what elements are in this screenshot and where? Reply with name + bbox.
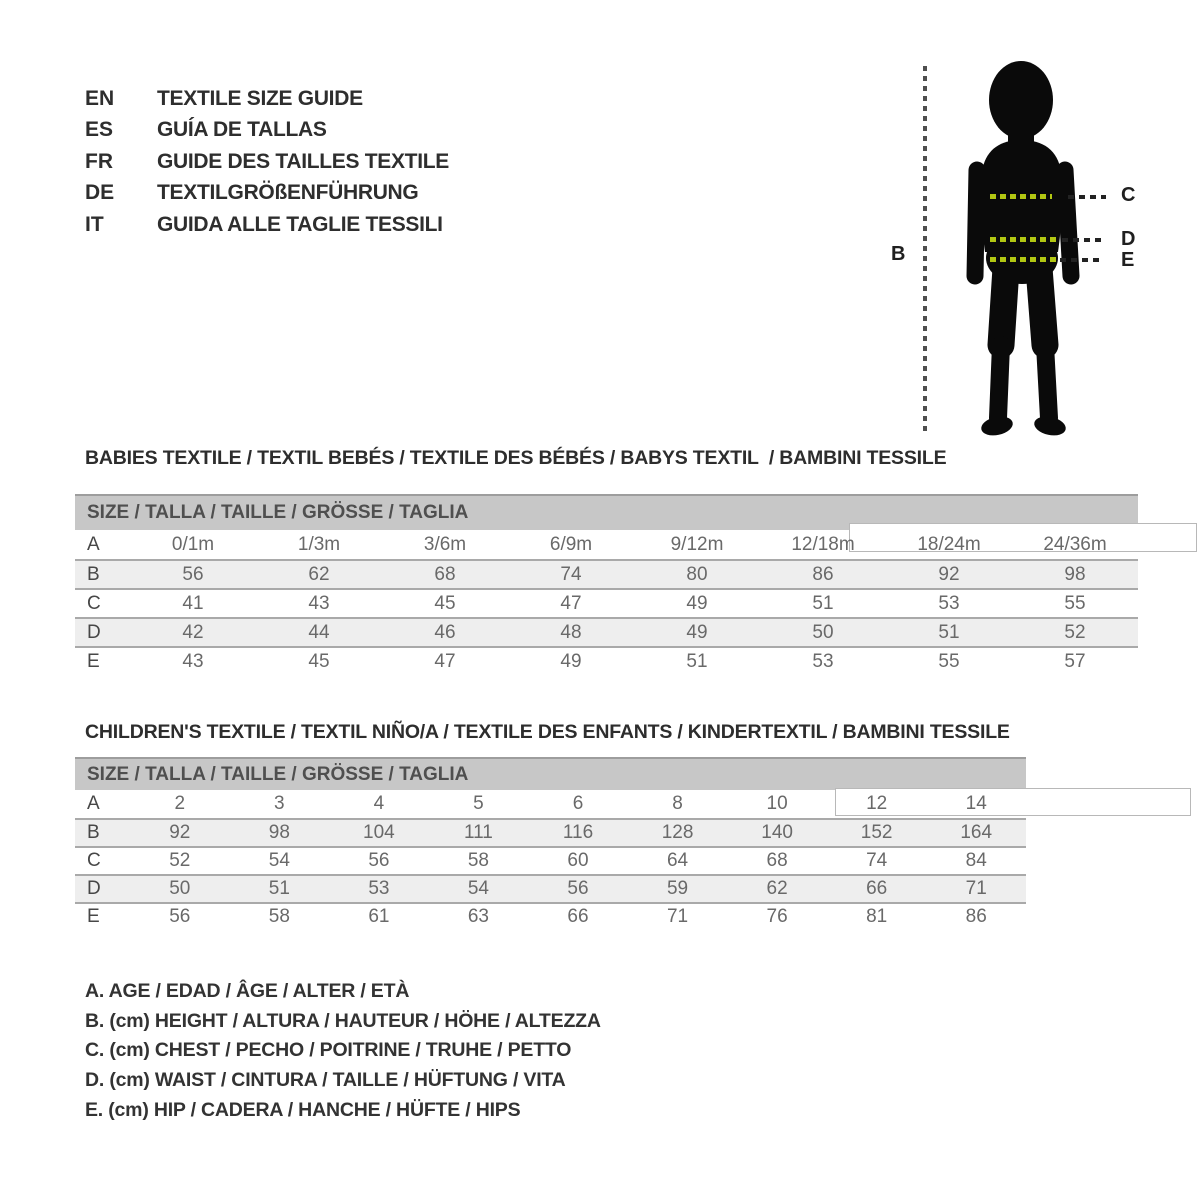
table-cell: 1/3m (297, 533, 341, 555)
table-cell: 12 (866, 793, 888, 814)
table-cell: 18/24m (917, 533, 981, 555)
table-cell: 63 (467, 906, 489, 927)
waist-measure-line-dash (1062, 238, 1104, 242)
row-label: C (87, 850, 101, 871)
hip-measure-line-dash (1060, 258, 1102, 262)
language-title: GUIDA ALLE TAGLIE TESSILI (157, 212, 443, 236)
babies-size-table (75, 494, 1138, 675)
hip-measure-line-green (990, 257, 1057, 262)
table-cell: 50 (169, 878, 191, 899)
table-cell: 62 (766, 878, 788, 899)
table-cell: 59 (666, 878, 689, 899)
legend-item-hip: E. (cm) HIP / CADERA / HANCHE / HÜFTE / HIPS (85, 1098, 521, 1121)
table-row-age (75, 530, 1138, 559)
table-row-waist (75, 874, 1026, 902)
language-code: EN (85, 86, 115, 110)
figure-label-chest: C (1121, 184, 1136, 206)
table-cell: 6/9m (549, 533, 593, 555)
language-title: TEXTILGRÖßENFÜHRUNG (157, 181, 419, 205)
table-cell: 42 (182, 621, 204, 643)
chest-measure-line-green (990, 194, 1052, 199)
table-cell: 6 (572, 793, 584, 814)
table-cell: 86 (965, 906, 987, 927)
table-cell: 60 (567, 850, 589, 871)
table-row-chest (75, 846, 1026, 874)
table-cell: 92 (938, 563, 960, 585)
table-row-waist (75, 617, 1138, 646)
table-cell: 49 (560, 650, 582, 672)
row-label: C (87, 592, 101, 614)
table-cell: 53 (368, 878, 390, 899)
table-cell: 51 (268, 878, 290, 899)
table-cell: 12/18m (791, 533, 855, 555)
table-cell: 8 (672, 793, 683, 814)
table-cell: 66 (567, 906, 589, 927)
legend-item-chest: C. (cm) CHEST / PECHO / POITRINE / TRUHE / PETTO (85, 1039, 572, 1062)
table-cell: 49 (686, 592, 708, 614)
table-cell: 49 (686, 621, 708, 643)
size-header-label: SIZE / TALLA / TAILLE / GRÖSSE / TAGLIA (87, 502, 469, 523)
table-cell: 62 (308, 563, 330, 585)
table-cell: 48 (560, 621, 582, 643)
table-cell: 98 (268, 822, 290, 843)
table-cell: 53 (938, 592, 960, 614)
table-cell: 81 (866, 906, 888, 927)
table-cell: 64 (666, 850, 689, 871)
table-cell: 56 (169, 906, 191, 927)
table-row-hip (75, 646, 1138, 675)
row-label: A (87, 533, 100, 555)
babies-section-heading: BABIES TEXTILE / TEXTIL BEBÉS / TEXTILE DES BÉBÉS / BABYS TEXTIL / BAMBINI TESSILE (85, 447, 947, 469)
table-cell: 45 (434, 592, 456, 614)
row-label: B (87, 563, 100, 585)
table-cell: 46 (434, 621, 456, 643)
table-cell: 98 (1064, 563, 1086, 585)
table-cell: 66 (866, 878, 888, 899)
table-cell: 51 (938, 621, 960, 643)
table-cell: 56 (182, 563, 204, 585)
table-cell: 55 (1064, 592, 1086, 614)
language-row-es (85, 115, 449, 147)
language-code: DE (85, 181, 115, 205)
figure-label-waist: D (1121, 228, 1136, 250)
language-row-en (85, 83, 449, 115)
table-cell: 104 (363, 822, 395, 843)
language-row-fr (85, 146, 449, 178)
table-cell: 111 (463, 822, 493, 843)
table-cell: 0/1m (171, 533, 215, 555)
table-cell: 56 (368, 850, 390, 871)
table-cell: 9/12m (670, 533, 724, 555)
legend-item-waist: D. (cm) WAIST / CINTURA / TAILLE / HÜFTUNG / VITA (85, 1069, 566, 1092)
table-cell: 3/6m (423, 533, 467, 555)
table-cell: 41 (182, 592, 204, 614)
table-row-age (75, 790, 1026, 818)
table-cell: 58 (268, 906, 290, 927)
table-cell: 14 (965, 793, 987, 814)
table-cell: 55 (938, 650, 960, 672)
children-section-heading: CHILDREN'S TEXTILE / TEXTIL NIÑO/A / TEXTILE DES ENFANTS / KINDERTEXTIL / BAMBINI TESSILE (85, 721, 1010, 743)
table-cell: 57 (1064, 650, 1086, 672)
waist-measure-line-green (990, 237, 1056, 242)
language-code: FR (85, 149, 113, 173)
table-cell: 54 (467, 878, 489, 899)
table-cell: 50 (812, 621, 834, 643)
table-cell: 152 (860, 822, 893, 843)
size-header-row (75, 757, 1026, 790)
language-title-list (85, 83, 449, 241)
table-cell: 140 (761, 822, 793, 843)
child-silhouette-icon (955, 55, 1090, 440)
table-cell: 43 (182, 650, 204, 672)
table-cell: 68 (434, 563, 456, 585)
legend-item-height: B. (cm) HEIGHT / ALTURA / HAUTEUR / HÖHE / ALTEZZA (85, 1009, 601, 1032)
table-cell: 116 (562, 822, 594, 843)
table-cell: 74 (560, 563, 582, 585)
language-title: TEXTILE SIZE GUIDE (157, 86, 363, 110)
table-cell: 164 (960, 822, 993, 843)
table-cell: 47 (560, 592, 582, 614)
language-code: ES (85, 118, 114, 142)
chest-measure-line-dash (1068, 195, 1106, 199)
table-cell: 68 (766, 850, 788, 871)
table-cell: 43 (308, 592, 330, 614)
table-cell: 51 (812, 592, 834, 614)
table-cell: 71 (965, 878, 987, 899)
language-title: GUÍA DE TALLAS (157, 118, 327, 142)
table-cell: 128 (661, 822, 694, 843)
table-cell: 52 (1064, 621, 1086, 643)
legend-item-age: A. AGE / EDAD / ÂGE / ALTER / ETÀ (85, 980, 410, 1003)
table-cell: 3 (274, 793, 285, 814)
row-label: B (87, 822, 100, 843)
table-cell: 54 (268, 850, 290, 871)
table-row-height (75, 559, 1138, 588)
table-cell: 61 (368, 906, 390, 927)
table-cell: 10 (766, 793, 788, 814)
table-cell: 51 (686, 650, 708, 672)
table-cell: 24/36m (1043, 533, 1107, 555)
row-label: D (87, 878, 101, 899)
table-cell: 76 (766, 906, 788, 927)
measure-legend (85, 977, 601, 1125)
table-cell: 5 (473, 793, 484, 814)
table-cell: 58 (467, 850, 489, 871)
row-label: E (87, 906, 100, 927)
row-label: A (87, 793, 100, 814)
row-label: D (87, 621, 101, 643)
figure-label-height: B (891, 243, 906, 265)
figure-label-hip: E (1121, 249, 1135, 271)
table-cell: 74 (866, 850, 888, 871)
table-cell: 47 (434, 650, 456, 672)
table-cell: 53 (812, 650, 834, 672)
table-cell: 80 (686, 563, 708, 585)
height-measure-line (923, 66, 927, 432)
table-cell: 45 (308, 650, 330, 672)
children-size-table (75, 757, 1026, 930)
table-cell: 84 (965, 850, 987, 871)
language-title: GUIDE DES TAILLES TEXTILE (157, 149, 449, 173)
language-row-it (85, 209, 449, 241)
table-row-height (75, 818, 1026, 846)
table-cell: 4 (373, 793, 385, 814)
table-row-hip (75, 902, 1026, 930)
table-cell: 56 (567, 878, 589, 899)
size-header-label: SIZE / TALLA / TAILLE / GRÖSSE / TAGLIA (87, 763, 469, 785)
table-cell: 86 (812, 563, 834, 585)
language-row-de (85, 178, 449, 210)
language-code: IT (85, 212, 104, 236)
table-cell: 71 (666, 906, 689, 927)
row-label: E (87, 650, 100, 672)
table-cell: 2 (174, 793, 186, 814)
table-cell: 52 (169, 850, 191, 871)
table-cell: 44 (308, 621, 330, 643)
table-cell: 92 (169, 822, 191, 843)
table-row-chest (75, 588, 1138, 617)
